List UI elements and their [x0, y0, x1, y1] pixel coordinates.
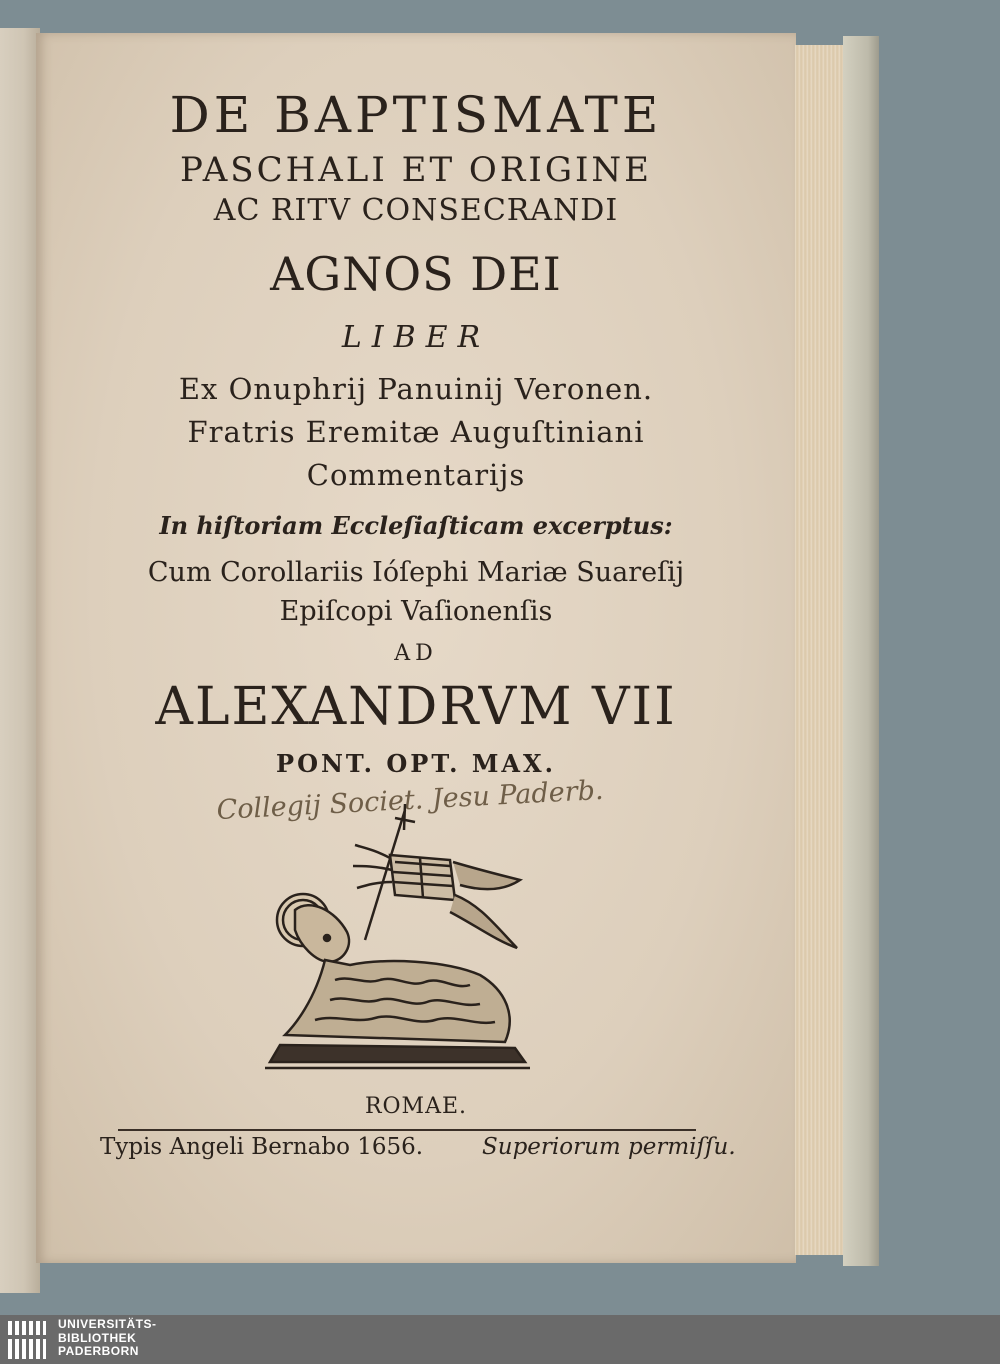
dedication-ad: AD: [394, 641, 438, 666]
author-line-1: Ex Onuphrij Panuinij Veronen.: [178, 372, 654, 406]
author-line-3: Commentarijs: [306, 458, 526, 492]
dedicatee-title: PONT. OPT. MAX.: [276, 749, 556, 778]
agnus-dei-woodcut-icon: [255, 800, 545, 1080]
logo-line-1: UNIVERSITÄTS-: [58, 1317, 157, 1331]
title-line-2: PASCHALI ET ORIGINE: [179, 150, 652, 190]
library-logo-icon: [6, 1317, 48, 1361]
imprint-printer: Typis Angeli Bernabo 1656.: [100, 1134, 424, 1160]
title-line-3: AC RITV CONSECRANDI: [213, 193, 619, 228]
book-cover-board: [843, 36, 879, 1266]
imprint-permission: Superiorum permiſſu.: [482, 1134, 736, 1160]
author-line-2: Fratris Eremitæ Auguſtiniani: [187, 415, 645, 449]
title-line-5: LIBER: [341, 320, 491, 355]
imprint-rule: [118, 1129, 696, 1131]
dedicatee-name: ALEXANDRVM VII: [155, 677, 677, 737]
logo-line-3: PADERBORN: [58, 1344, 139, 1358]
logo-line-2: BIBLIOTHEK: [58, 1330, 137, 1345]
handwritten-ownership-note: Collegij Societ. Jesu Paderb.: [215, 774, 605, 827]
facing-page-edge: [0, 28, 40, 1293]
title-line-1: DE BAPTISMATE: [169, 86, 663, 144]
corollaries-line-2: Epiſcopi Vaſionenſis: [279, 596, 553, 627]
title-line-4: AGNOS DEI: [270, 247, 562, 301]
library-logo-text: [58, 1318, 157, 1359]
corollaries-line-1: Cum Corollariis Ióſephi Mariæ Suareſij: [147, 557, 685, 588]
subtitle-line: In hiſtoriam Eccleſiaſticam excerptus:: [159, 511, 673, 540]
imprint-place: ROMAE.: [364, 1094, 468, 1119]
footer-bar: [0, 1315, 1000, 1364]
page-block-edge: [795, 45, 850, 1255]
